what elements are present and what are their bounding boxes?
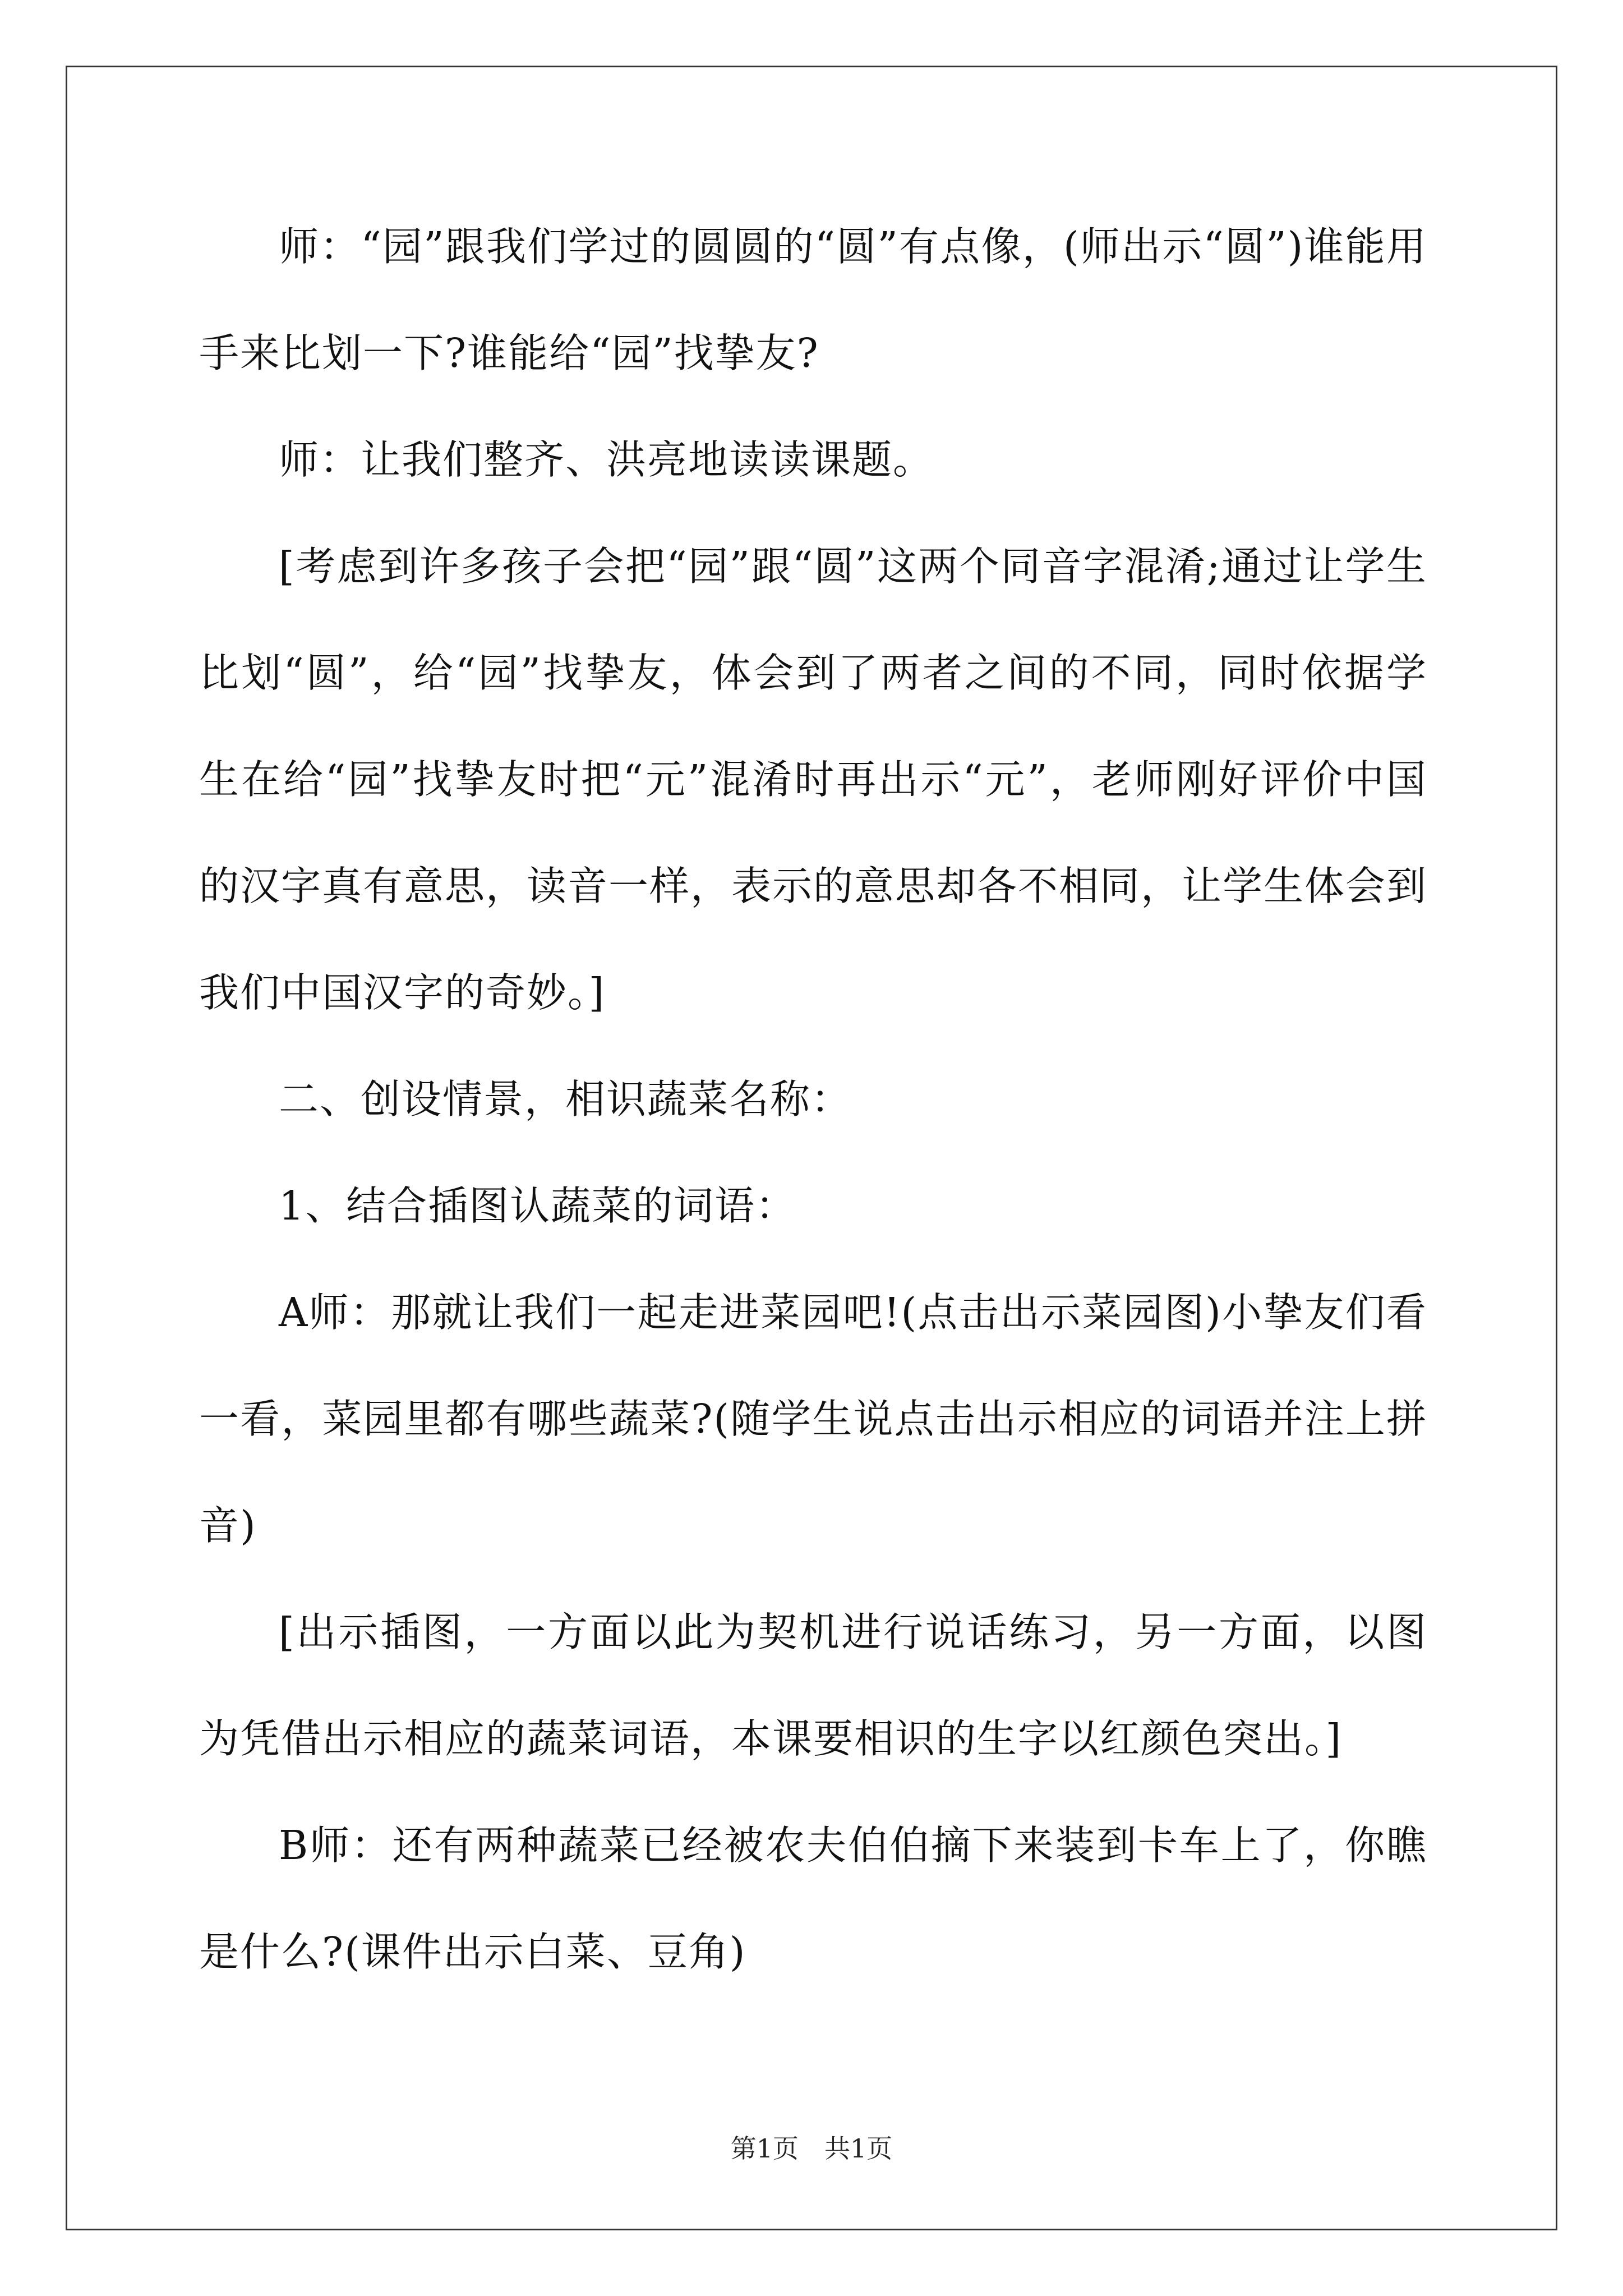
subsection-heading: 1、结合插图认蔬菜的词语： — [279, 1182, 797, 1229]
paragraph: [考虑到许多孩子会把“园”跟“圆”这两个同音字混淆;通过让学生比划“圆”，给“园”找挚友，体会到了两者之间的不同，同时依据学生在给“园”找挚友时把“元”混淆时再出示“元”，老师刚好评价中国的汉字真有意思，读音一样，表示的意思却各不相同，让学生体会到我们中国汉字的奇妙。] — [199, 543, 1428, 1016]
document-body — [199, 194, 1427, 2005]
page-number: 第1页 共1页 — [730, 2133, 893, 2164]
section-heading: 二、创设情景，相识蔬菜名称： — [279, 1076, 852, 1122]
paragraph: B师：还有两种蔬菜已经被农夫伯伯摘下来装到卡车上了，你瞧是什么?(课件出示白菜、豆角) — [199, 1822, 1427, 1975]
paragraph: A师：那就让我们一起走进菜园吧!(点击出示菜园图)小挚友们看一看，菜园里都有哪些蔬菜?(随学生说点击出示相应的词语并注上拼音) — [199, 1289, 1427, 1549]
paragraph: 师：“园”跟我们学过的圆圆的“圆”有点像，(师出示“圆”)谁能用手来比划一下?谁能给“园”找挚友? — [199, 223, 1427, 376]
paragraph: 师：让我们整齐、洪亮地读读课题。 — [279, 436, 934, 483]
paragraph: [出示插图，一方面以此为契机进行说话练习，另一方面，以图为凭借出示相应的蔬菜词语，本课要相识的生字以红颜色突出。] — [199, 1609, 1427, 1762]
